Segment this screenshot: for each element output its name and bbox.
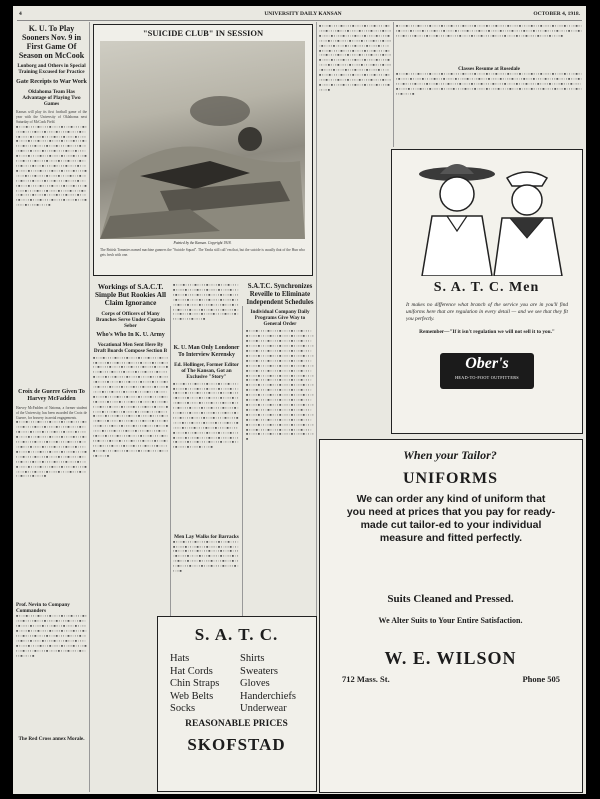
wilson-cleaned: Suits Cleaned and Pressed. [387, 594, 514, 605]
gate-receipts-deck: Oklahoma Team Has Advantage of Playing Two Games [22, 89, 81, 107]
note-filler: ■ ▪ ▫ ▪ ■ ▫ ▪ ▪ ▫ ■ ▪ ▫ ▪ ▪ ■ ▫ ▪ ▫ ▪ ■ ▪ ▫ ▪ ■ ▫ ▪ ▪ ▫ ■ ▪ ▫ ▪ ▪ ■ ▫ ▪ ▫ ▪ ■ ▪ ▫ ▪ ■ ▫ ▪ ▪ ▫ ■ ▪ ▫ ▪ ▪ ■ ▫ ▪ ▫ ▪ ■ ▪ ▫ ▪ ■ ▫ ▪ ▪ ▫ ■ ▪ ▫ ▪ ▪ ■ ▫ ▪ ▫ ▪ ■ ▪ ▫ ▪ ■ ▫ ▪ ▪ ▫ ■ ▪ ▫ ▪ ▪ ■ ▫ ▪ ▫ ▪ ■ ▪ ▫ ▪ ■ ▫ ▪ ▪ ▫ ■ ▪ ▫ ▪ ▪ ■ ▫ ▪ ▫ ▪ ■ ▪ ▫ ▪ ■ ▫ ▪ ▪ ▫ ■ ▪ ▫ ▪ ▪ ■ ▫ ▪ ▫ ▪ ■ ▪ ▫ ▪ ■ ▫ ▪ ▪ ▫ ■ ▪ ▫ ▪ ▪ ■ ▫ ▪ ▫ ▪ ■ ▪ ▫ ▪ ■ ▫ ▪ ▪ ▫ ■ ▪ ▫ ▪ ▪ ■ ▫ ▪ ▫ ▪ ■ ▪ ▫ ▪ ■ ▫ ▪ ▪ ▫ ■ ▪ ▫ ▪ ▪ ■ ▫ ▪ ▫ ▪ ■ ▪ ▫ ▪ ■ ▫ ▪ ▪ ▫ ■ ▪ ▫ ▪ ▪ ■ ▫ ▪ ▫ ▪ ■ ▪ ▫ ▪ ■ ▫ ▪ ▪ ▫ ■ ▪ ▫ ▪ ▪ ■ ▫ ▪ ▫ ▪ ■ ▪ ▫ ▪ ■ ▫ ▪ ▪ ▫ ■ ▪ ▫ ▪ ▪ ■ ▫ ▪ ▫ ▪ ■ [16, 614, 87, 658]
skofstad-item: Underwear [240, 703, 287, 714]
column-rule-3 [242, 306, 243, 616]
whos-who-headline: Who's Who In K. U. Army [96, 331, 165, 338]
skofstad-item: Shirts [240, 653, 265, 664]
column-top-text-b-filler: ■ ▪ ▫ ▪ ■ ▫ ▪ ▪ ▫ ■ ▪ ▫ ▪ ▪ ■ ▫ ▪ ▫ ▪ ■ ▪ ▫ ▪ ■ ▫ ▪ ▪ ▫ ■ ▪ ▫ ▪ ▪ ■ ▫ ▪ ▫ ▪ ■ ▪ ▫ ▪ ■ ▫ ▪ ▪ ▫ ■ ▪ ▫ ▪ ▪ ■ ▫ ▪ ▫ ▪ ■ ▪ ▫ ▪ ■ ▫ ▪ ▪ ▫ ■ ▪ ▫ ▪ ▪ ■ ▫ ▪ ▫ ▪ ■ ▪ ▫ ▪ ■ ▫ ▪ ▪ ▫ ■ ▪ ▫ ▪ ▪ ■ ▫ ▪ ▫ ▪ ■ ▪ ▫ ▪ ■ ▫ ▪ ▪ ▫ ■ ▪ ▫ ▪ ▪ ■ ▫ ▪ ▫ ▪ ■ ▪ ▫ ▪ ■ ▫ ▪ ▪ ▫ ■ ▪ ▫ ▪ ▪ ■ ▫ ▪ ▫ ▪ ■ ▪ ▫ ▪ ■ ▫ ▪ ▪ ▫ ■ ▪ ▫ ▪ ▪ ■ ▫ ▪ ▫ ▪ ■ ▪ ▫ ▪ ■ ▫ ▪ ▪ ▫ ■ ▪ ▫ ▪ ▪ ■ ▫ ▪ ▫ ▪ ■ ▪ ▫ ▪ ■ ▫ ▪ ▪ ▫ ■ ▪ ▫ ▪ ▪ ■ ▫ ▪ ▫ ▪ ■ ▪ ▫ ▪ ■ ▫ ▪ ▪ ▫ ■ ▪ ▫ ▪ ▪ ■ ▫ ▪ ▫ ▪ ■ ▪ ▫ ▪ ■ ▫ ▪ ▪ ▫ ■ ▪ ▫ ▪ ▪ ■ ▫ ▪ ▫ ▪ ■ [396, 24, 582, 38]
football-deck: Lonborg and Others in Special Training Excused for Practice [17, 63, 86, 75]
vocational-headline: Vocational Men Sent Here By Draft Boards Compose Section B [93, 341, 168, 354]
skofstad-item: Socks [170, 703, 196, 714]
workings-body-filler: ■ ▪ ▫ ▪ ■ ▫ ▪ ▪ ▫ ■ ▪ ▫ ▪ ▪ ■ ▫ ▪ ▫ ▪ ■ ▪ ▫ ▪ ■ ▫ ▪ ▪ ▫ ■ ▪ ▫ ▪ ▪ ■ ▫ ▪ ▫ ▪ ■ ▪ ▫ ▪ ■ ▫ ▪ ▪ ▫ ■ ▪ ▫ ▪ ▪ ■ ▫ ▪ ▫ ▪ ■ ▪ ▫ ▪ ■ ▫ ▪ ▪ ▫ ■ ▪ ▫ ▪ ▪ ■ ▫ ▪ ▫ ▪ ■ ▪ ▫ ▪ ■ ▫ ▪ ▪ ▫ ■ ▪ ▫ ▪ ▪ ■ ▫ ▪ ▫ ▪ ■ ▪ ▫ ▪ ■ ▫ ▪ ▪ ▫ ■ ▪ ▫ ▪ ▪ ■ ▫ ▪ ▫ ▪ ■ ▪ ▫ ▪ ■ ▫ ▪ ▪ ▫ ■ ▪ ▫ ▪ ▪ ■ ▫ ▪ ▫ ▪ ■ ▪ ▫ ▪ ■ ▫ ▪ ▪ ▫ ■ ▪ ▫ ▪ ▪ ■ ▫ ▪ ▫ ▪ ■ ▪ ▫ ▪ ■ ▫ ▪ ▪ ▫ ■ ▪ ▫ ▪ ▪ ■ ▫ ▪ ▫ ▪ ■ ▪ ▫ ▪ ■ ▫ ▪ ▪ ▫ ■ ▪ ▫ ▪ ▪ ■ ▫ ▪ ▫ ▪ ■ ▪ ▫ ▪ ■ ▫ ▪ ▪ ▫ ■ ▪ ▫ ▪ ▪ ■ ▫ ▪ ▫ ▪ ■ ▪ ▫ ▪ ■ ▫ ▪ ▪ ▫ ■ ▪ ▫ ▪ ▪ ■ ▫ ▪ ▫ ▪ ■ ▪ ▫ ▪ ■ ▫ ▪ ▪ ▫ ■ ▪ ▫ ▪ ▪ ■ ▫ ▪ ▫ ▪ ■ ▪ ▫ ▪ ■ ▫ ▪ ▪ ▫ ■ ▪ ▫ ▪ ▪ ■ ▫ ▪ ▫ ▪ ■ ▪ ▫ ▪ ■ ▫ ▪ ▪ ▫ ■ ▪ ▫ ▪ ▪ ■ ▫ ▪ ▫ ▪ ■ ▪ ▫ ▪ ■ ▫ ▪ ▪ ▫ ■ ▪ ▫ ▪ ▪ ■ ▫ ▪ ▫ ▪ ■ ▪ ▫ ▪ ■ ▫ ▪ ▪ ▫ ■ ▪ ▫ ▪ ▪ ■ ▫ ▪ ▫ ▪ ■ ▪ ▫ ▪ ■ ▫ ▪ ▪ ▫ ■ ▪ ▫ ▪ ▪ ■ ▫ ▪ ▫ ▪ ■ ▪ ▫ ▪ ■ ▫ ▪ ▪ ▫ ■ ▪ ▫ ▪ ▪ ■ ▫ ▪ ▫ ▪ ■ ▪ ▫ ▪ ■ ▫ ▪ ▪ ▫ ■ ▪ ▫ ▪ ▪ ■ ▫ ▪ ▫ ▪ ■ ▪ ▫ ▪ ■ ▫ ▪ ▪ ▫ ■ ▪ ▫ ▪ ▪ ■ ▫ ▪ ▫ ▪ ■ ▪ ▫ ▪ ■ ▫ ▪ ▪ ▫ ■ ▪ ▫ ▪ ▪ ■ ▫ ▪ ▫ ▪ ■ ▪ ▫ ▪ ■ ▫ ▪ ▪ ▫ ■ ▪ ▫ ▪ ▪ ■ ▫ ▪ ▫ ▪ ■ ▪ ▫ ▪ ■ ▫ ▪ ▪ ▫ ■ ▪ ▫ ▪ ▪ ■ ▫ ▪ ▫ ▪ ■ ▪ ▫ ▪ ■ ▫ ▪ ▪ ▫ ■ ▪ ▫ ▪ ▪ ■ ▫ ▪ ▫ ▪ ■ ▪ ▫ ▪ ■ ▫ ▪ ▪ ▫ ■ ▪ ▫ ▪ ▪ ■ ▫ ▪ ▫ ▪ ■ ▪ ▫ ▪ ■ ▫ ▪ ▪ ▫ ■ ▪ ▫ ▪ ▪ ■ ▫ ▪ ▫ ▪ ■ ▪ ▫ ▪ ■ ▫ ▪ ▪ ▫ ■ ▪ ▫ ▪ ▪ ■ ▫ ▪ ▫ ▪ ■ ▪ ▫ ▪ ■ ▫ ▪ ▪ ▫ ■ ▪ ▫ ▪ ▪ ■ ▫ ▪ ▫ ▪ ■ ▪ ▫ ▪ ■ ▫ ▪ ▪ ▫ ■ ▪ ▫ ▪ ▪ ■ ▫ ▪ ▫ ▪ ■ ▪ ▫ ▪ ■ ▫ ▪ ▪ ▫ ■ ▪ ▫ ▪ ▪ ■ ▫ ▪ ▫ ▪ ■ ▪ ▫ ▪ ■ ▫ ▪ ▪ ▫ ■ ▪ ▫ ▪ ▪ ■ ▫ ▪ ▫ ▪ ■ ▪ ▫ ▪ ■ ▫ ▪ ▪ ▫ ■ ▪ ▫ ▪ ▪ ■ ▫ ▪ ▫ ▪ ■ ▪ ▫ ▪ ■ ▫ ▪ ▪ ▫ ■ ▪ ▫ ▪ ▪ ■ ▫ ▪ ▫ ▪ ■ [93, 355, 168, 458]
reveille-deck: Individual Company Daily Programs Give Way to General Order [250, 309, 310, 328]
skofstad-item: Web Belts [170, 690, 214, 702]
wilson-title: UNIFORMS [402, 470, 499, 487]
obers-brand: Ober's [465, 355, 509, 372]
column-kerensky [173, 283, 240, 613]
reveille-body-filler: ■ ▪ ▫ ▪ ■ ▫ ▪ ▪ ▫ ■ ▪ ▫ ▪ ▪ ■ ▫ ▪ ▫ ▪ ■ ▪ ▫ ▪ ■ ▫ ▪ ▪ ▫ ■ ▪ ▫ ▪ ▪ ■ ▫ ▪ ▫ ▪ ■ ▪ ▫ ▪ ■ ▫ ▪ ▪ ▫ ■ ▪ ▫ ▪ ▪ ■ ▫ ▪ ▫ ▪ ■ ▪ ▫ ▪ ■ ▫ ▪ ▪ ▫ ■ ▪ ▫ ▪ ▪ ■ ▫ ▪ ▫ ▪ ■ ▪ ▫ ▪ ■ ▫ ▪ ▪ ▫ ■ ▪ ▫ ▪ ▪ ■ ▫ ▪ ▫ ▪ ■ ▪ ▫ ▪ ■ ▫ ▪ ▪ ▫ ■ ▪ ▫ ▪ ▪ ■ ▫ ▪ ▫ ▪ ■ ▪ ▫ ▪ ■ ▫ ▪ ▪ ▫ ■ ▪ ▫ ▪ ▪ ■ ▫ ▪ ▫ ▪ ■ ▪ ▫ ▪ ■ ▫ ▪ ▪ ▫ ■ ▪ ▫ ▪ ▪ ■ ▫ ▪ ▫ ▪ ■ ▪ ▫ ▪ ■ ▫ ▪ ▪ ▫ ■ ▪ ▫ ▪ ▪ ■ ▫ ▪ ▫ ▪ ■ ▪ ▫ ▪ ■ ▫ ▪ ▪ ▫ ■ ▪ ▫ ▪ ▪ ■ ▫ ▪ ▫ ▪ ■ ▪ ▫ ▪ ■ ▫ ▪ ▪ ▫ ■ ▪ ▫ ▪ ▪ ■ ▫ ▪ ▫ ▪ ■ ▪ ▫ ▪ ■ ▫ ▪ ▪ ▫ ■ ▪ ▫ ▪ ▪ ■ ▫ ▪ ▫ ▪ ■ ▪ ▫ ▪ ■ ▫ ▪ ▪ ▫ ■ ▪ ▫ ▪ ▪ ■ ▫ ▪ ▫ ▪ ■ ▪ ▫ ▪ ■ ▫ ▪ ▪ ▫ ■ ▪ ▫ ▪ ▪ ■ ▫ ▪ ▫ ▪ ■ ▪ ▫ ▪ ■ ▫ ▪ ▪ ▫ ■ ▪ ▫ ▪ ▪ ■ ▫ ▪ ▫ ▪ ■ ▪ ▫ ▪ ■ ▫ ▪ ▪ ▫ ■ ▪ ▫ ▪ ▪ ■ ▫ ▪ ▫ ▪ ■ ▪ ▫ ▪ ■ ▫ ▪ ▪ ▫ ■ ▪ ▫ ▪ ▪ ■ ▫ ▪ ▫ ▪ ■ ▪ ▫ ▪ ■ ▫ ▪ ▪ ▫ ■ ▪ ▫ ▪ ▪ ■ ▫ ▪ ▫ ▪ ■ ▪ ▫ ▪ ■ ▫ ▪ ▪ ▫ ■ ▪ ▫ ▪ ▪ ■ ▫ ▪ ▫ ▪ ■ ▪ ▫ ▪ ■ ▫ ▪ ▪ ▫ ■ ▪ ▫ ▪ ▪ ■ ▫ ▪ ▫ ▪ ■ ▪ ▫ ▪ ■ ▫ ▪ ▪ ▫ ■ ▪ ▫ ▪ ▪ ■ ▫ ▪ ▫ ▪ ■ ▪ ▫ ▪ ■ ▫ ▪ ▪ ▫ ■ ▪ ▫ ▪ ▪ ■ ▫ ▪ ▫ ▪ ■ ▪ ▫ ▪ ■ ▫ ▪ ▪ ▫ ■ ▪ ▫ ▪ ▪ ■ ▫ ▪ ▫ ▪ ■ ▪ ▫ ▪ ■ ▫ ▪ ▪ ▫ ■ ▪ ▫ ▪ ▪ ■ ▫ ▪ ▫ ▪ ■ ▪ ▫ ▪ ■ ▫ ▪ ▪ ▫ ■ ▪ ▫ ▪ ▪ ■ ▫ ▪ ▫ ▪ ■ ▪ ▫ ▪ ■ ▫ ▪ ▪ ▫ ■ ▪ ▫ ▪ ▪ ■ ▫ ▪ ▫ ▪ ■ ▪ ▫ ▪ ■ ▫ ▪ ▪ ▫ ■ ▪ ▫ ▪ ▪ ■ ▫ ▪ ▫ ▪ ■ ▪ ▫ ▪ ■ ▫ ▪ ▪ ▫ ■ ▪ ▫ ▪ ▪ ■ ▫ ▪ ▫ ▪ ■ ▪ ▫ ▪ ■ ▫ ▪ ▪ ▫ ■ ▪ ▫ ▪ ▪ ■ ▫ ▪ ▫ ▪ ■ ▪ ▫ ▪ ■ ▫ ▪ ▪ ▫ ■ ▪ ▫ ▪ ▪ ■ ▫ ▪ ▫ ▪ ■ ▪ ▫ ▪ ■ ▫ ▪ ▪ ▫ ■ ▪ ▫ ▪ ▪ ■ ▫ ▪ ▫ ▪ ■ ▪ ▫ ▪ ■ ▫ ▪ ▪ ▫ ■ ▪ ▫ ▪ ▪ ■ ▫ ▪ ▫ ▪ ■ ▪ ▫ ▪ ■ ▫ ▪ ▪ ▫ ■ ▪ ▫ ▪ ▪ ■ ▫ ▪ ▫ ▪ ■ [246, 329, 314, 442]
satc-men-tagline: Remember—"If it isn't regulation we will not sell it to you." [419, 329, 555, 335]
reveille-headline: S.A.T.C. Synchronizes Reveille to Eliminate Independent Schedules [246, 283, 314, 306]
newspaper-page [13, 6, 586, 794]
battle-illustration [100, 41, 305, 239]
wilson-ad [319, 439, 583, 793]
skofstad-items-right [240, 653, 315, 716]
kerensky-top-filler: ■ ▪ ▫ ▪ ■ ▫ ▪ ▪ ▫ ■ ▪ ▫ ▪ ▪ ■ ▫ ▪ ▫ ▪ ■ ▪ ▫ ▪ ■ ▫ ▪ ▪ ▫ ■ ▪ ▫ ▪ ▪ ■ ▫ ▪ ▫ ▪ ■ ▪ ▫ ▪ ■ ▫ ▪ ▪ ▫ ■ ▪ ▫ ▪ ▪ ■ ▫ ▪ ▫ ▪ ■ ▪ ▫ ▪ ■ ▫ ▪ ▪ ▫ ■ ▪ ▫ ▪ ▪ ■ ▫ ▪ ▫ ▪ ■ ▪ ▫ ▪ ■ ▫ ▪ ▪ ▫ ■ ▪ ▫ ▪ ▪ ■ ▫ ▪ ▫ ▪ ■ ▪ ▫ ▪ ■ ▫ ▪ ▪ ▫ ■ ▪ ▫ ▪ ▪ ■ ▫ ▪ ▫ ▪ ■ ▪ ▫ ▪ ■ ▫ ▪ ▪ ▫ ■ ▪ ▫ ▪ ▪ ■ ▫ ▪ ▫ ▪ ■ ▪ ▫ ▪ ■ ▫ ▪ ▪ ▫ ■ ▪ ▫ ▪ ▪ ■ ▫ ▪ ▫ ▪ ■ ▪ ▫ ▪ ■ ▫ ▪ ▪ ▫ ■ ▪ ▫ ▪ ▪ ■ ▫ ▪ ▫ ▪ ■ ▪ ▫ ▪ ■ ▫ ▪ ▪ ▫ ■ ▪ ▫ ▪ ▪ ■ ▫ ▪ ▫ ▪ ■ ▪ ▫ ▪ ■ ▫ ▪ ▪ ▫ ■ ▪ ▫ ▪ ▪ ■ ▫ ▪ ▫ ▪ ■ [173, 283, 239, 322]
column-football [16, 24, 87, 792]
soldier-sailor-illustration [402, 156, 572, 276]
obers-brand-sub: HEAD-TO-FOOT OUTFITTERS [455, 375, 519, 380]
wilson-name: W. E. WILSON [384, 648, 517, 668]
photo-caption: The British Tommies named machine gunners the "Suicide Squad". The Yanks still call 'em that, but the suicide is usually that of the Hun who gets fresh with one. [100, 248, 305, 257]
skofstad-title: S. A. T. C. [194, 625, 279, 644]
skofstad-item: Chin Straps [170, 678, 220, 689]
skofstad-tagline: REASONABLE PRICES [185, 719, 288, 729]
gate-receipts-headline: Gate Receipts to War Work [16, 79, 87, 85]
column-rule-1 [89, 22, 90, 792]
battle-scene-svg [100, 41, 305, 239]
hollinger-headline: Ed. Hollinger, Former Editor of The Kansan, Got an Exclusive "Story" [174, 361, 239, 380]
column-satc-workings [93, 283, 168, 613]
column-rule-4 [316, 22, 317, 617]
football-headline: K. U. To Play Sooners Nov. 9 in First Game Of Season on McCook [18, 24, 85, 60]
masthead-rule [17, 20, 582, 21]
skofstad-items-left [170, 653, 236, 716]
wilson-body: We can order any kind of uniform that you need at prices that you pay for ready-made cut tailor-ed to your individual measure and fitted perfectly. [346, 493, 556, 544]
skofstad-item: Hats [170, 653, 190, 664]
satc-men-body: It makes no difference what branch of the service you are in you'll find uniforms here that are regulation in every detail — and we see that they fit you perfectly. [406, 302, 568, 322]
note-red-cross: The Red Cross annex Morale. [18, 736, 85, 743]
wilson-alter: We Alter Suits to Your Entire Satisfaction. [378, 616, 523, 625]
workings-deck: Corps of Officers of Many Branches Serve Under Captain Seber [96, 310, 165, 329]
workings-headline: Workings of S.A.C.T. Simple But Rookies All Claim Ignorance [95, 283, 166, 308]
obers-logo [440, 353, 534, 389]
masthead-date: OCTOBER 4, 1918. [533, 11, 580, 17]
skofstad-item: Handerchiefs [240, 690, 296, 702]
skofstad-item: Sweaters [240, 665, 278, 677]
skofstad-name: SKOFSTAD [187, 735, 286, 754]
column-rule-5 [393, 22, 394, 147]
note-prof-nevin: Prof. Nevin to Company Commanders [16, 602, 70, 615]
football-body-filler: ■ ▪ ▫ ▪ ■ ▫ ▪ ▪ ▫ ■ ▪ ▫ ▪ ▪ ■ ▫ ▪ ▫ ▪ ■ ▪ ▫ ▪ ■ ▫ ▪ ▪ ▫ ■ ▪ ▫ ▪ ▪ ■ ▫ ▪ ▫ ▪ ■ ▪ ▫ ▪ ■ ▫ ▪ ▪ ▫ ■ ▪ ▫ ▪ ▪ ■ ▫ ▪ ▫ ▪ ■ ▪ ▫ ▪ ■ ▫ ▪ ▪ ▫ ■ ▪ ▫ ▪ ▪ ■ ▫ ▪ ▫ ▪ ■ ▪ ▫ ▪ ■ ▫ ▪ ▪ ▫ ■ ▪ ▫ ▪ ▪ ■ ▫ ▪ ▫ ▪ ■ ▪ ▫ ▪ ■ ▫ ▪ ▪ ▫ ■ ▪ ▫ ▪ ▪ ■ ▫ ▪ ▫ ▪ ■ ▪ ▫ ▪ ■ ▫ ▪ ▪ ▫ ■ ▪ ▫ ▪ ▪ ■ ▫ ▪ ▫ ▪ ■ ▪ ▫ ▪ ■ ▫ ▪ ▪ ▫ ■ ▪ ▫ ▪ ▪ ■ ▫ ▪ ▫ ▪ ■ ▪ ▫ ▪ ■ ▫ ▪ ▪ ▫ ■ ▪ ▫ ▪ ▪ ■ ▫ ▪ ▫ ▪ ■ ▪ ▫ ▪ ■ ▫ ▪ ▪ ▫ ■ ▪ ▫ ▪ ▪ ■ ▫ ▪ ▫ ▪ ■ ▪ ▫ ▪ ■ ▫ ▪ ▪ ▫ ■ ▪ ▫ ▪ ▪ ■ ▫ ▪ ▫ ▪ ■ ▪ ▫ ▪ ■ ▫ ▪ ▪ ▫ ■ ▪ ▫ ▪ ▪ ■ ▫ ▪ ▫ ▪ ■ ▪ ▫ ▪ ■ ▫ ▪ ▪ ▫ ■ ▪ ▫ ▪ ▪ ■ ▫ ▪ ▫ ▪ ■ ▪ ▫ ▪ ■ ▫ ▪ ▪ ▫ ■ ▪ ▫ ▪ ▪ ■ ▫ ▪ ▫ ▪ ■ ▪ ▫ ▪ ■ ▫ ▪ ▪ ▫ ■ ▪ ▫ ▪ ▪ ■ ▫ ▪ ▫ ▪ ■ ▪ ▫ ▪ ■ ▫ ▪ ▪ ▫ ■ ▪ ▫ ▪ ▪ ■ ▫ ▪ ▫ ▪ ■ ▪ ▫ ▪ ■ ▫ ▪ ▪ ▫ ■ ▪ ▫ ▪ ▪ ■ ▫ ▪ ▫ ▪ ■ ▪ ▫ ▪ ■ ▫ ▪ ▪ ▫ ■ ▪ ▫ ▪ ▪ ■ ▫ ▪ ▫ ▪ ■ ▪ ▫ ▪ ■ ▫ ▪ ▪ ▫ ■ ▪ ▫ ▪ ▪ ■ ▫ ▪ ▫ ▪ ■ ▪ ▫ ▪ ■ ▫ ▪ ▪ ▫ ■ ▪ ▫ ▪ ▪ ■ ▫ ▪ ▫ ▪ ■ ▪ ▫ ▪ ■ ▫ ▪ ▪ ▫ ■ ▪ ▫ ▪ ▪ ■ ▫ ▪ ▫ ▪ ■ ▪ ▫ ▪ ■ ▫ ▪ ▪ ▫ ■ ▪ ▫ ▪ ▪ ■ ▫ ▪ ▫ ▪ ■ ▪ ▫ ▪ ■ ▫ ▪ ▪ ▫ ■ ▪ ▫ ▪ ▪ ■ ▫ ▪ ▫ ▪ ■ ▪ ▫ ▪ ■ ▫ ▪ ▪ ▫ ■ ▪ ▫ ▪ ▪ ■ ▫ ▪ ▫ ▪ ■ ▪ ▫ ▪ ■ ▫ ▪ ▪ ▫ ■ ▪ ▫ ▪ ▪ ■ ▫ ▪ ▫ ▪ ■ ▪ ▫ ▪ ■ ▫ ▪ ▪ ▫ ■ ▪ ▫ ▪ ▪ ■ ▫ ▪ ▫ ▪ ■ [16, 124, 87, 208]
skofstad-ad [157, 616, 317, 792]
football-body: Kansas will play its first football game of the year with the University of Oklahoma next Saturday of McCook Field. [16, 110, 87, 124]
barracks-headline: Men Lay Walks for Barracks [174, 533, 239, 540]
rosedale-body-filler: ■ ▪ ▫ ▪ ■ ▫ ▪ ▪ ▫ ■ ▪ ▫ ▪ ▪ ■ ▫ ▪ ▫ ▪ ■ ▪ ▫ ▪ ■ ▫ ▪ ▪ ▫ ■ ▪ ▫ ▪ ▪ ■ ▫ ▪ ▫ ▪ ■ ▪ ▫ ▪ ■ ▫ ▪ ▪ ▫ ■ ▪ ▫ ▪ ▪ ■ ▫ ▪ ▫ ▪ ■ ▪ ▫ ▪ ■ ▫ ▪ ▪ ▫ ■ ▪ ▫ ▪ ▪ ■ ▫ ▪ ▫ ▪ ■ ▪ ▫ ▪ ■ ▫ ▪ ▪ ▫ ■ ▪ ▫ ▪ ▪ ■ ▫ ▪ ▫ ▪ ■ ▪ ▫ ▪ ■ ▫ ▪ ▪ ▫ ■ ▪ ▫ ▪ ▪ ■ ▫ ▪ ▫ ▪ ■ ▪ ▫ ▪ ■ ▫ ▪ ▪ ▫ ■ ▪ ▫ ▪ ▪ ■ ▫ ▪ ▫ ▪ ■ ▪ ▫ ▪ ■ ▫ ▪ ▪ ▫ ■ ▪ ▫ ▪ ▪ ■ ▫ ▪ ▫ ▪ ■ ▪ ▫ ▪ ■ ▫ ▪ ▪ ▫ ■ ▪ ▫ ▪ ▪ ■ ▫ ▪ ▫ ▪ ■ ▪ ▫ ▪ ■ ▫ ▪ ▪ ▫ ■ ▪ ▫ ▪ ▪ ■ ▫ ▪ ▫ ▪ ■ ▪ ▫ ▪ ■ ▫ ▪ ▪ ▫ ■ ▪ ▫ ▪ ▪ ■ ▫ ▪ ▫ ▪ ■ ▪ ▫ ▪ ■ ▫ ▪ ▪ ▫ ■ ▪ ▫ ▪ ▪ ■ ▫ ▪ ▫ ▪ ■ ▪ ▫ ▪ ■ ▫ ▪ ▪ ▫ ■ ▪ ▫ ▪ ▪ ■ ▫ ▪ ▫ ▪ ■ ▪ ▫ ▪ ■ ▫ ▪ ▪ ▫ ■ ▪ ▫ ▪ ▪ ■ ▫ ▪ ▫ ▪ ■ ▪ ▫ ▪ ■ ▫ ▪ ▪ ▫ ■ ▪ ▫ ▪ ▪ ■ ▫ ▪ ▫ ▪ ■ ▪ ▫ ▪ ■ ▫ ▪ ▪ ▫ ■ ▪ ▫ ▪ ▪ ■ ▫ ▪ ▫ ▪ ■ ▪ ▫ ▪ ■ ▫ ▪ ▪ ▫ ■ ▪ ▫ ▪ ▪ ■ ▫ ▪ ▫ ▪ ■ [396, 72, 582, 96]
croix-body-filler: ■ ▪ ▫ ▪ ■ ▫ ▪ ▪ ▫ ■ ▪ ▫ ▪ ▪ ■ ▫ ▪ ▫ ▪ ■ ▪ ▫ ▪ ■ ▫ ▪ ▪ ▫ ■ ▪ ▫ ▪ ▪ ■ ▫ ▪ ▫ ▪ ■ ▪ ▫ ▪ ■ ▫ ▪ ▪ ▫ ■ ▪ ▫ ▪ ▪ ■ ▫ ▪ ▫ ▪ ■ ▪ ▫ ▪ ■ ▫ ▪ ▪ ▫ ■ ▪ ▫ ▪ ▪ ■ ▫ ▪ ▫ ▪ ■ ▪ ▫ ▪ ■ ▫ ▪ ▪ ▫ ■ ▪ ▫ ▪ ▪ ■ ▫ ▪ ▫ ▪ ■ ▪ ▫ ▪ ■ ▫ ▪ ▪ ▫ ■ ▪ ▫ ▪ ▪ ■ ▫ ▪ ▫ ▪ ■ ▪ ▫ ▪ ■ ▫ ▪ ▪ ▫ ■ ▪ ▫ ▪ ▪ ■ ▫ ▪ ▫ ▪ ■ ▪ ▫ ▪ ■ ▫ ▪ ▪ ▫ ■ ▪ ▫ ▪ ▪ ■ ▫ ▪ ▫ ▪ ■ ▪ ▫ ▪ ■ ▫ ▪ ▪ ▫ ■ ▪ ▫ ▪ ▪ ■ ▫ ▪ ▫ ▪ ■ ▪ ▫ ▪ ■ ▫ ▪ ▪ ▫ ■ ▪ ▫ ▪ ▪ ■ ▫ ▪ ▫ ▪ ■ ▪ ▫ ▪ ■ ▫ ▪ ▪ ▫ ■ ▪ ▫ ▪ ▪ ■ ▫ ▪ ▫ ▪ ■ ▪ ▫ ▪ ■ ▫ ▪ ▪ ▫ ■ ▪ ▫ ▪ ▪ ■ ▫ ▪ ▫ ▪ ■ ▪ ▫ ▪ ■ ▫ ▪ ▪ ▫ ■ ▪ ▫ ▪ ▪ ■ ▫ ▪ ▫ ▪ ■ ▪ ▫ ▪ ■ ▫ ▪ ▪ ▫ ■ ▪ ▫ ▪ ▪ ■ ▫ ▪ ▫ ▪ ■ ▪ ▫ ▪ ■ ▫ ▪ ▪ ▫ ■ ▪ ▫ ▪ ▪ ■ ▫ ▪ ▫ ▪ ■ ▪ ▫ ▪ ■ ▫ ▪ ▪ ▫ ■ ▪ ▫ ▪ ▪ ■ ▫ ▪ ▫ ▪ ■ ▪ ▫ ▪ ■ ▫ ▪ ▪ ▫ ■ ▪ ▫ ▪ ▪ ■ ▫ ▪ ▫ ▪ ■ ▪ ▫ ▪ ■ ▫ ▪ ▪ ▫ ■ ▪ ▫ ▪ ▪ ■ ▫ ▪ ▫ ▪ ■ [16, 420, 87, 479]
kerensky-body-filler: ■ ▪ ▫ ▪ ■ ▫ ▪ ▪ ▫ ■ ▪ ▫ ▪ ▪ ■ ▫ ▪ ▫ ▪ ■ ▪ ▫ ▪ ■ ▫ ▪ ▪ ▫ ■ ▪ ▫ ▪ ▪ ■ ▫ ▪ ▫ ▪ ■ ▪ ▫ ▪ ■ ▫ ▪ ▪ ▫ ■ ▪ ▫ ▪ ▪ ■ ▫ ▪ ▫ ▪ ■ ▪ ▫ ▪ ■ ▫ ▪ ▪ ▫ ■ ▪ ▫ ▪ ▪ ■ ▫ ▪ ▫ ▪ ■ ▪ ▫ ▪ ■ ▫ ▪ ▪ ▫ ■ ▪ ▫ ▪ ▪ ■ ▫ ▪ ▫ ▪ ■ ▪ ▫ ▪ ■ ▫ ▪ ▪ ▫ ■ ▪ ▫ ▪ ▪ ■ ▫ ▪ ▫ ▪ ■ ▪ ▫ ▪ ■ ▫ ▪ ▪ ▫ ■ ▪ ▫ ▪ ▪ ■ ▫ ▪ ▫ ▪ ■ ▪ ▫ ▪ ■ ▫ ▪ ▪ ▫ ■ ▪ ▫ ▪ ▪ ■ ▫ ▪ ▫ ▪ ■ ▪ ▫ ▪ ■ ▫ ▪ ▪ ▫ ■ ▪ ▫ ▪ ▪ ■ ▫ ▪ ▫ ▪ ■ ▪ ▫ ▪ ■ ▫ ▪ ▪ ▫ ■ ▪ ▫ ▪ ▪ ■ ▫ ▪ ▫ ▪ ■ ▪ ▫ ▪ ■ ▫ ▪ ▪ ▫ ■ ▪ ▫ ▪ ▪ ■ ▫ ▪ ▫ ▪ ■ ▪ ▫ ▪ ■ ▫ ▪ ▪ ▫ ■ ▪ ▫ ▪ ▪ ■ ▫ ▪ ▫ ▪ ■ ▪ ▫ ▪ ■ ▫ ▪ ▪ ▫ ■ ▪ ▫ ▪ ▪ ■ ▫ ▪ ▫ ▪ ■ ▪ ▫ ▪ ■ ▫ ▪ ▪ ▫ ■ ▪ ▫ ▪ ▪ ■ ▫ ▪ ▫ ▪ ■ ▪ ▫ ▪ ■ ▫ ▪ ▪ ▫ ■ ▪ ▫ ▪ ▪ ■ ▫ ▪ ▫ ▪ ■ ▪ ▫ ▪ ■ ▫ ▪ ▪ ▫ ■ ▪ ▫ ▪ ▪ ■ ▫ ▪ ▫ ▪ ■ ▪ ▫ ▪ ■ ▫ ▪ ▪ ▫ ■ ▪ ▫ ▪ ▪ ■ ▫ ▪ ▫ ▪ ■ ▪ ▫ ▪ ■ ▫ ▪ ▪ ▫ ■ ▪ ▫ ▪ ▪ ■ ▫ ▪ ▫ ▪ ■ ▪ ▫ ▪ ■ ▫ ▪ ▪ ▫ ■ ▪ ▫ ▪ ▪ ■ ▫ ▪ ▫ ▪ ■ ▪ ▫ ▪ ■ ▫ ▪ ▪ ▫ ■ ▪ ▫ ▪ ▪ ■ ▫ ▪ ▫ ▪ ■ [173, 381, 239, 450]
column-top-text-b [396, 24, 582, 146]
satc-men-title: S. A. T. C. Men [433, 280, 540, 295]
masthead-title: UNIVERSITY DAILY KANSAN [264, 11, 342, 17]
photo-credit: Painted by the Kansan. Copyright 1918. [173, 241, 232, 245]
croix-headline: Croix de Guerre Given To Harvey McFadden [18, 388, 85, 402]
skofstad-item: Gloves [240, 678, 270, 689]
column-top-text-a: ■ ▪ ▫ ▪ ■ ▫ ▪ ▪ ▫ ■ ▪ ▫ ▪ ▪ ■ ▫ ▪ ▫ ▪ ■ ▪ ▫ ▪ ■ ▫ ▪ ▪ ▫ ■ ▪ ▫ ▪ ▪ ■ ▫ ▪ ▫ ▪ ■ ▪ ▫ ▪ ■ ▫ ▪ ▪ ▫ ■ ▪ ▫ ▪ ▪ ■ ▫ ▪ ▫ ▪ ■ ▪ ▫ ▪ ■ ▫ ▪ ▪ ▫ ■ ▪ ▫ ▪ ▪ ■ ▫ ▪ ▫ ▪ ■ ▪ ▫ ▪ ■ ▫ ▪ ▪ ▫ ■ ▪ ▫ ▪ ▪ ■ ▫ ▪ ▫ ▪ ■ ▪ ▫ ▪ ■ ▫ ▪ ▪ ▫ ■ ▪ ▫ ▪ ▪ ■ ▫ ▪ ▫ ▪ ■ ▪ ▫ ▪ ■ ▫ ▪ ▪ ▫ ■ ▪ ▫ ▪ ▪ ■ ▫ ▪ ▫ ▪ ■ ▪ ▫ ▪ ■ ▫ ▪ ▪ ▫ ■ ▪ ▫ ▪ ▪ ■ ▫ ▪ ▫ ▪ ■ ▪ ▫ ▪ ■ ▫ ▪ ▪ ▫ ■ ▪ ▫ ▪ ▪ ■ ▫ ▪ ▫ ▪ ■ ▪ ▫ ▪ ■ ▫ ▪ ▪ ▫ ■ ▪ ▫ ▪ ▪ ■ ▫ ▪ ▫ ▪ ■ ▪ ▫ ▪ ■ ▫ ▪ ▪ ▫ ■ ▪ ▫ ▪ ▪ ■ ▫ ▪ ▫ ▪ ■ ▪ ▫ ▪ ■ ▫ ▪ ▪ ▫ ■ ▪ ▫ ▪ ▪ ■ ▫ ▪ ▫ ▪ ■ ▪ ▫ ▪ ■ ▫ ▪ ▪ ▫ ■ ▪ ▫ ▪ ▪ ■ ▫ ▪ ▫ ▪ ■ ▪ ▫ ▪ ■ ▫ ▪ ▪ ▫ ■ ▪ ▫ ▪ ▪ ■ ▫ ▪ ▫ ▪ ■ ▪ ▫ ▪ ■ ▫ ▪ ▪ ▫ ■ ▪ ▫ ▪ ▪ ■ ▫ ▪ ▫ ▪ ■ ▪ ▫ ▪ ■ ▫ ▪ ▪ ▫ ■ ▪ ▫ ▪ ▪ ■ ▫ ▪ ▫ ▪ ■ ▪ ▫ ▪ ■ ▫ ▪ ▪ ▫ ■ ▪ ▫ ▪ ▪ ■ ▫ ▪ ▫ ▪ ■ ▪ ▫ ▪ ■ ▫ ▪ ▪ ▫ ■ ▪ ▫ ▪ ▪ ■ ▫ ▪ ▫ ▪ ■ ▪ ▫ ▪ ■ ▫ ▪ ▪ ▫ ■ ▪ ▫ ▪ ▪ ■ ▫ ▪ ▫ ▪ ■ ▪ ▫ ▪ ■ ▫ ▪ ▪ ▫ ■ ▪ ▫ ▪ ▪ ■ ▫ ▪ ▫ ▪ ■ ▪ ▫ ▪ ■ ▫ ▪ ▪ ▫ ■ ▪ ▫ ▪ ▪ ■ ▫ ▪ ▫ ▪ ■ [319, 24, 391, 92]
wilson-phone: Phone 505 [522, 674, 560, 684]
obers-ad [391, 149, 583, 434]
barracks-body-filler: ■ ▪ ▫ ▪ ■ ▫ ▪ ▪ ▫ ■ ▪ ▫ ▪ ▪ ■ ▫ ▪ ▫ ▪ ■ ▪ ▫ ▪ ■ ▫ ▪ ▪ ▫ ■ ▪ ▫ ▪ ▪ ■ ▫ ▪ ▫ ▪ ■ ▪ ▫ ▪ ■ ▫ ▪ ▪ ▫ ■ ▪ ▫ ▪ ▪ ■ ▫ ▪ ▫ ▪ ■ ▪ ▫ ▪ ■ ▫ ▪ ▪ ▫ ■ ▪ ▫ ▪ ▪ ■ ▫ ▪ ▫ ▪ ■ ▪ ▫ ▪ ■ ▫ ▪ ▪ ▫ ■ ▪ ▫ ▪ ▪ ■ ▫ ▪ ▫ ▪ ■ ▪ ▫ ▪ ■ ▫ ▪ ▪ ▫ ■ ▪ ▫ ▪ ▪ ■ ▫ ▪ ▫ ▪ ■ ▪ ▫ ▪ ■ ▫ ▪ ▪ ▫ ■ ▪ ▫ ▪ ▪ ■ ▫ ▪ ▫ ▪ ■ ▪ ▫ ▪ ■ ▫ ▪ ▪ ▫ ■ ▪ ▫ ▪ ▪ ■ ▫ ▪ ▫ ▪ ■ ▪ ▫ ▪ ■ ▫ ▪ ▪ ▫ ■ ▪ ▫ ▪ ▪ ■ ▫ ▪ ▫ ▪ ■ [173, 539, 239, 574]
croix-body: Harvey McFadden of Natoma, a former student of the University, has been awarded the Croix de Guerre, for bravery in aerial engagements. [16, 405, 87, 420]
column-reveille [246, 283, 314, 613]
column-rule-2 [170, 306, 171, 616]
kerensky-headline: K. U. Man Only Londoner To Interview Kerensky [173, 345, 240, 358]
wilson-address: 712 Mass. St. [342, 674, 390, 684]
photo-title: "SUICIDE CLUB" IN SESSION [142, 28, 264, 38]
skofstad-item: Hat Cords [170, 665, 213, 677]
wilson-script: When your Tailor? [403, 448, 497, 462]
page-number: 4 [19, 11, 22, 17]
rosedale-headline: Classes Resume at Rosedale [458, 66, 520, 72]
photo-feature [93, 24, 313, 276]
